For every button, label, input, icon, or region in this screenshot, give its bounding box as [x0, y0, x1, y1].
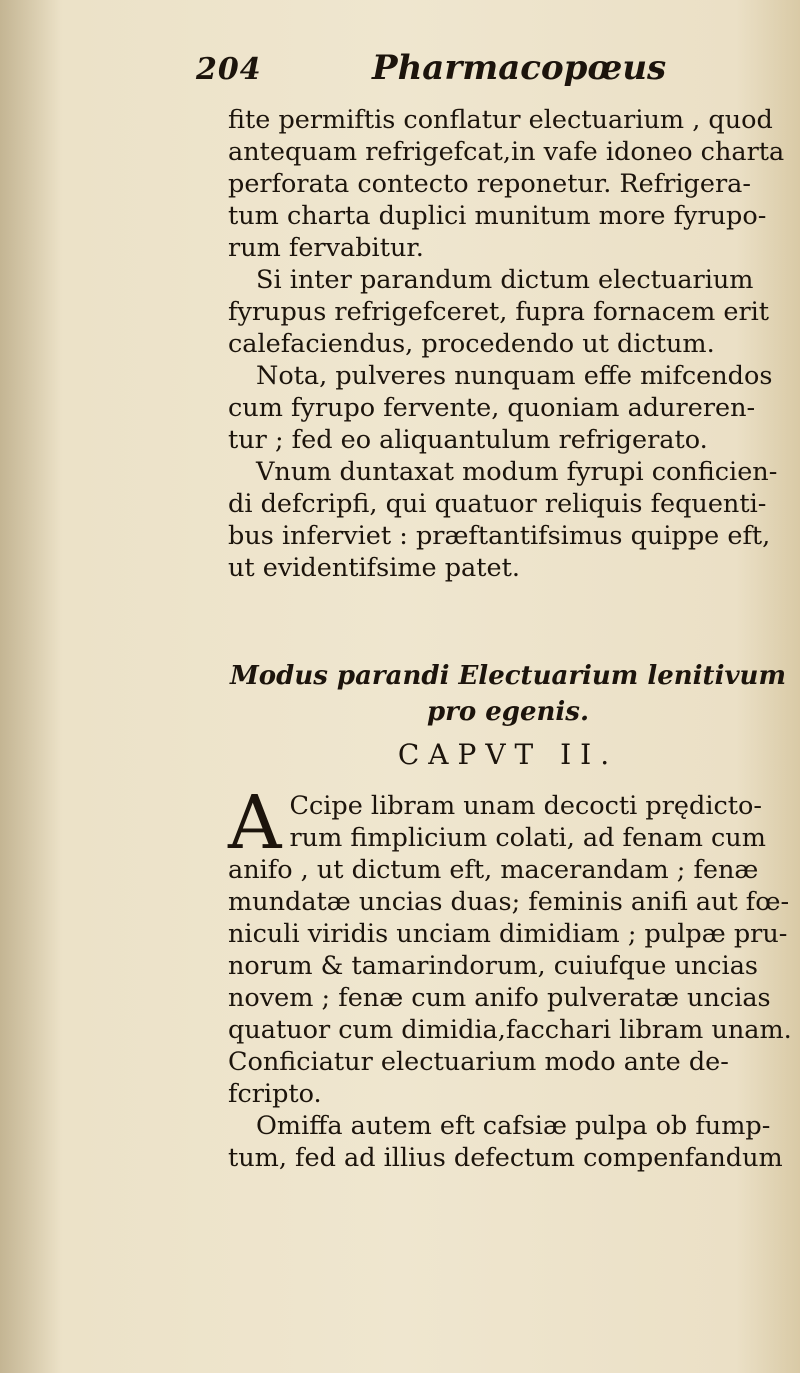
text-line: tur ; fed eo aliquantulum refrigerato.	[228, 425, 708, 455]
page-header	[196, 48, 676, 98]
text-line: rum fervabitur.	[228, 233, 424, 263]
page-shadow	[0, 0, 60, 1373]
page-number: 204	[196, 52, 262, 87]
text-line: norum & tamarindorum, cuiufque uncias	[228, 951, 758, 981]
text-block-2	[228, 780, 792, 1174]
text-line: perforata contecto reponetur. Refrigera-	[228, 169, 751, 199]
text-line: cum fyrupo fervente, quoniam adureren-	[228, 393, 756, 423]
text-line: Nota, pulveres nunquam effe mifcendos	[256, 361, 773, 391]
text-line: Conficiatur electuarium modo ante de-	[228, 1047, 729, 1077]
text-line: fyrupus refrigefceret, fupra fornacem erit	[228, 297, 770, 327]
text-line: fcripto.	[228, 1079, 322, 1109]
text-line: Vnum duntaxat modum fyrupi conficien-	[256, 457, 778, 487]
text-line: niculi viridis unciam dimidiam ; pulpæ pru-	[228, 919, 788, 949]
heading-line-2: pro egenis.	[426, 697, 589, 727]
text-line: tum charta duplici munitum more fyrupo-	[228, 201, 767, 231]
text-line: Omiffa autem eft cafsiæ pulpa ob fump-	[256, 1111, 771, 1141]
text-line: ut evidentifsime patet.	[228, 553, 520, 583]
text-line: novem ; fenæ cum anifo pulveratæ uncias	[228, 983, 771, 1013]
text-line: Si inter parandum dictum electuarium	[256, 265, 754, 295]
text-line: tum, fed ad illius defectum compenfandum	[228, 1143, 783, 1173]
running-title: Pharmacopœus	[372, 48, 667, 88]
section-heading	[228, 658, 788, 730]
text-line: mundatæ uncias duas; feminis anifi aut fœ-	[228, 887, 790, 917]
text-line: anifo , ut dictum eft, macerandam ; fenæ	[228, 855, 759, 885]
text-block-1	[228, 104, 788, 584]
drop-cap: A	[228, 780, 282, 866]
text-line: fite permiftis conflatur electuarium , quod	[228, 105, 773, 135]
text-line: quatuor cum dimidia,facchari libram unam.	[228, 1015, 792, 1045]
text-line: Ccipe libram unam decocti prędicto-	[289, 791, 762, 821]
chapter-label: CAPVT II.	[397, 738, 619, 771]
text-line: bus inferviet : præftantifsimus quippe eft,	[228, 521, 771, 551]
text-line: di defcripfi, qui quatuor reliquis fequenti-	[228, 489, 767, 519]
heading-line-1: Modus parandi Electuarium lenitivum	[230, 661, 786, 691]
text-line: rum fimplicium colati, ad fenam cum	[289, 823, 766, 853]
text-line: calefaciendus, procedendo ut dictum.	[228, 329, 715, 359]
text-line: antequam refrigefcat,in vafe idoneo charta	[228, 137, 785, 167]
